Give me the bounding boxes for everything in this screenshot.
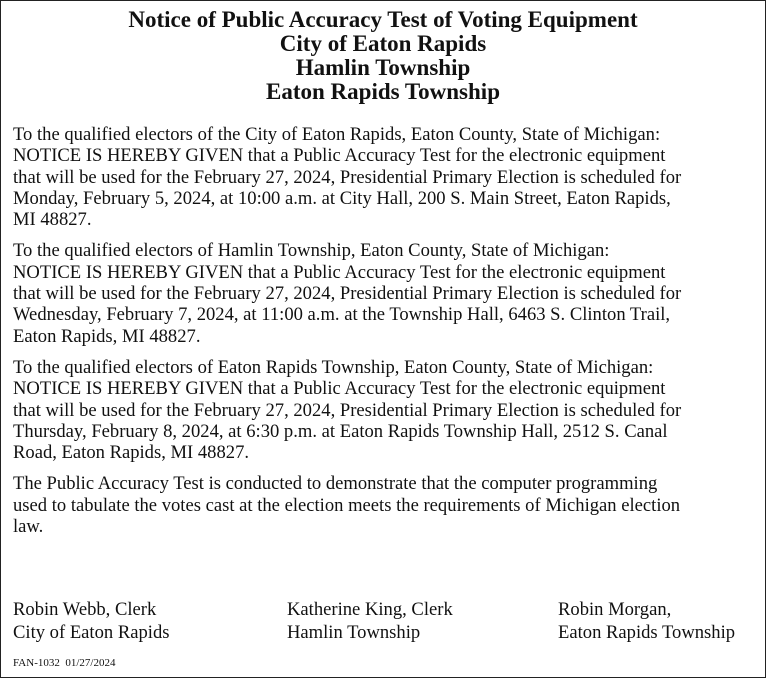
signature-office: Hamlin Township (287, 622, 421, 643)
signature-hamlin-clerk (287, 598, 453, 644)
notice-title: Notice of Public Accuracy Test of Voting Equipment (128, 7, 638, 32)
notice-header (1, 8, 765, 104)
signature-township-clerk (558, 598, 735, 644)
signature-office: City of Eaton Rapids (13, 622, 170, 643)
paragraph-line: To the qualified electors of Eaton Rapids Township, Eaton County, State of Michigan: (13, 356, 654, 378)
paragraph-line: MI 48827. (13, 209, 92, 231)
paragraph-line: To the qualified electors of the City of Eaton Rapids, Eaton County, State of Michigan: (13, 124, 661, 145)
header-eaton-township: Eaton Rapids Township (266, 79, 500, 104)
paragraph-line: that will be used for the February 27, 2024, Presidential Primary Election is scheduled for (13, 399, 682, 421)
paragraph-line: NOTICE IS HEREBY GIVEN that a Public Accuracy Test for the electronic equipment (13, 145, 666, 167)
paragraph-line: NOTICE IS HEREBY GIVEN that a Public Accuracy Test for the electronic equipment (13, 378, 666, 400)
signature-name: Robin Webb, Clerk (13, 599, 157, 620)
paragraph-line: Monday, February 5, 2024, at 10:00 a.m. at City Hall, 200 S. Main Street, Eaton Rapids, (13, 187, 671, 209)
paragraph-line: that will be used for the February 27, 2024, Presidential Primary Election is scheduled for (13, 283, 682, 305)
paragraph-line: NOTICE IS HEREBY GIVEN that a Public Accuracy Test for the electronic equipment (13, 261, 666, 283)
signature-office: Eaton Rapids Township (558, 622, 736, 643)
paragraph-line: law. (13, 516, 44, 538)
paragraph-city (13, 124, 755, 230)
publication-code: FAN-1032 01/27/2024 (13, 657, 116, 669)
signature-city-clerk (13, 598, 170, 644)
paragraph-line: used to tabulate the votes cast at the election meets the requirements of Michigan election (13, 494, 681, 516)
paragraph-hamlin (13, 240, 755, 346)
paragraph-line: that will be used for the February 27, 2024, Presidential Primary Election is scheduled for (13, 166, 682, 188)
paragraph-line: Wednesday, February 7, 2024, at 11:00 a.m. at the Township Hall, 6463 S. Clinton Trail, (13, 304, 671, 326)
paragraph-line: Thursday, February 8, 2024, at 6:30 p.m. at Eaton Rapids Township Hall, 2512 S. Canal (13, 420, 668, 442)
signature-name: Robin Morgan, (558, 599, 672, 620)
notice-body (13, 124, 755, 547)
paragraph-line: Eaton Rapids, MI 48827. (13, 325, 201, 347)
paragraph-purpose (13, 473, 755, 537)
header-hamlin: Hamlin Township (295, 55, 471, 80)
paragraph-eaton-township (13, 357, 755, 463)
paragraph-line: To the qualified electors of Hamlin Township, Eaton County, State of Michigan: (13, 240, 610, 262)
paragraph-line: Road, Eaton Rapids, MI 48827. (13, 442, 250, 464)
signature-name: Katherine King, Clerk (287, 599, 453, 620)
header-city: City of Eaton Rapids (279, 31, 487, 56)
paragraph-line: The Public Accuracy Test is conducted to demonstrate that the computer programming (13, 473, 658, 495)
